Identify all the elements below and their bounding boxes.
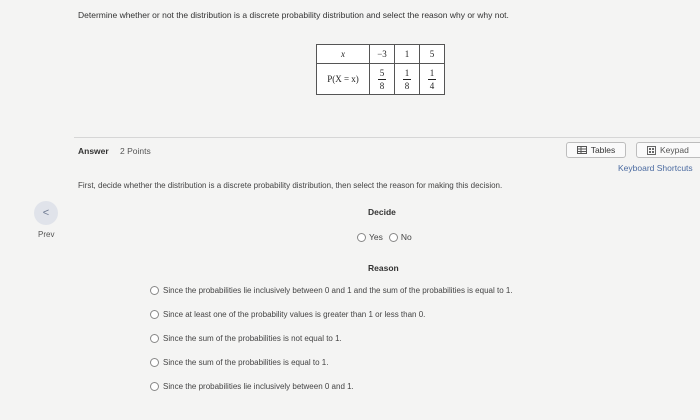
reason-option-label: Since the sum of the probabilities is not equal to 1. xyxy=(163,334,342,343)
decide-title: Decide xyxy=(368,207,396,217)
reason-option[interactable] xyxy=(150,358,328,367)
question-text: Determine whether or not the distribution is a discrete probability distribution and select the reason why or why not. xyxy=(78,10,509,20)
reason-option[interactable] xyxy=(150,310,425,319)
reason-option[interactable] xyxy=(150,382,354,391)
reason-radio[interactable] xyxy=(150,334,159,343)
table-icon xyxy=(577,146,587,154)
section-divider xyxy=(74,137,700,138)
yes-label[interactable]: Yes xyxy=(369,232,383,242)
reason-option[interactable] xyxy=(150,334,342,343)
reason-radio[interactable] xyxy=(150,310,159,319)
probability-value: $\frac{1}{4}$ xyxy=(420,64,445,95)
reason-option-label: Since the sum of the probabilities is equal to 1. xyxy=(163,358,329,367)
tables-button[interactable] xyxy=(566,142,626,158)
table-row-x xyxy=(317,45,445,64)
reason-title: Reason xyxy=(368,263,399,273)
reason-option[interactable] xyxy=(150,286,513,295)
no-radio[interactable] xyxy=(389,233,398,242)
x-value: 1 xyxy=(395,45,420,64)
reason-option-label: Since at least one of the probability values is greater than 1 or less than 0. xyxy=(163,310,426,319)
yes-radio[interactable] xyxy=(357,233,366,242)
probability-header: P(X = x) xyxy=(317,64,370,95)
reason-radio[interactable] xyxy=(150,286,159,295)
probability-value: $\frac{1}{8}$ xyxy=(395,64,420,95)
table-row-probability xyxy=(317,64,445,95)
points-label: 2 Points xyxy=(120,146,151,156)
x-value: 5 xyxy=(420,45,445,64)
reason-option-label: Since the probabilities lie inclusively between 0 and 1. xyxy=(163,382,354,391)
instruction-text: First, decide whether the distribution is a discrete probability distribution, then select the reason for making this decision. xyxy=(78,181,503,190)
answer-label: Answer xyxy=(78,146,109,156)
x-header: x xyxy=(317,45,370,64)
probability-value: $\frac{5}{8}$ xyxy=(370,64,395,95)
reason-radio[interactable] xyxy=(150,382,159,391)
x-value: −3 xyxy=(370,45,395,64)
keypad-icon xyxy=(647,146,656,155)
tables-label: Tables xyxy=(590,145,616,155)
keyboard-shortcuts-link[interactable]: Keyboard Shortcuts xyxy=(618,163,693,173)
keypad-label: Keypad xyxy=(660,145,689,155)
chevron-left-icon: < xyxy=(42,207,50,219)
decide-options xyxy=(357,232,412,242)
reason-option-label: Since the probabilities lie inclusively between 0 and 1 and the sum of the probabilities is equal to 1. xyxy=(163,286,513,295)
distribution-table xyxy=(316,44,445,95)
reason-radio[interactable] xyxy=(150,358,159,367)
prev-label[interactable]: Prev xyxy=(38,230,55,239)
no-label[interactable]: No xyxy=(400,232,412,242)
prev-button[interactable] xyxy=(34,201,58,225)
keypad-button[interactable] xyxy=(636,142,700,158)
